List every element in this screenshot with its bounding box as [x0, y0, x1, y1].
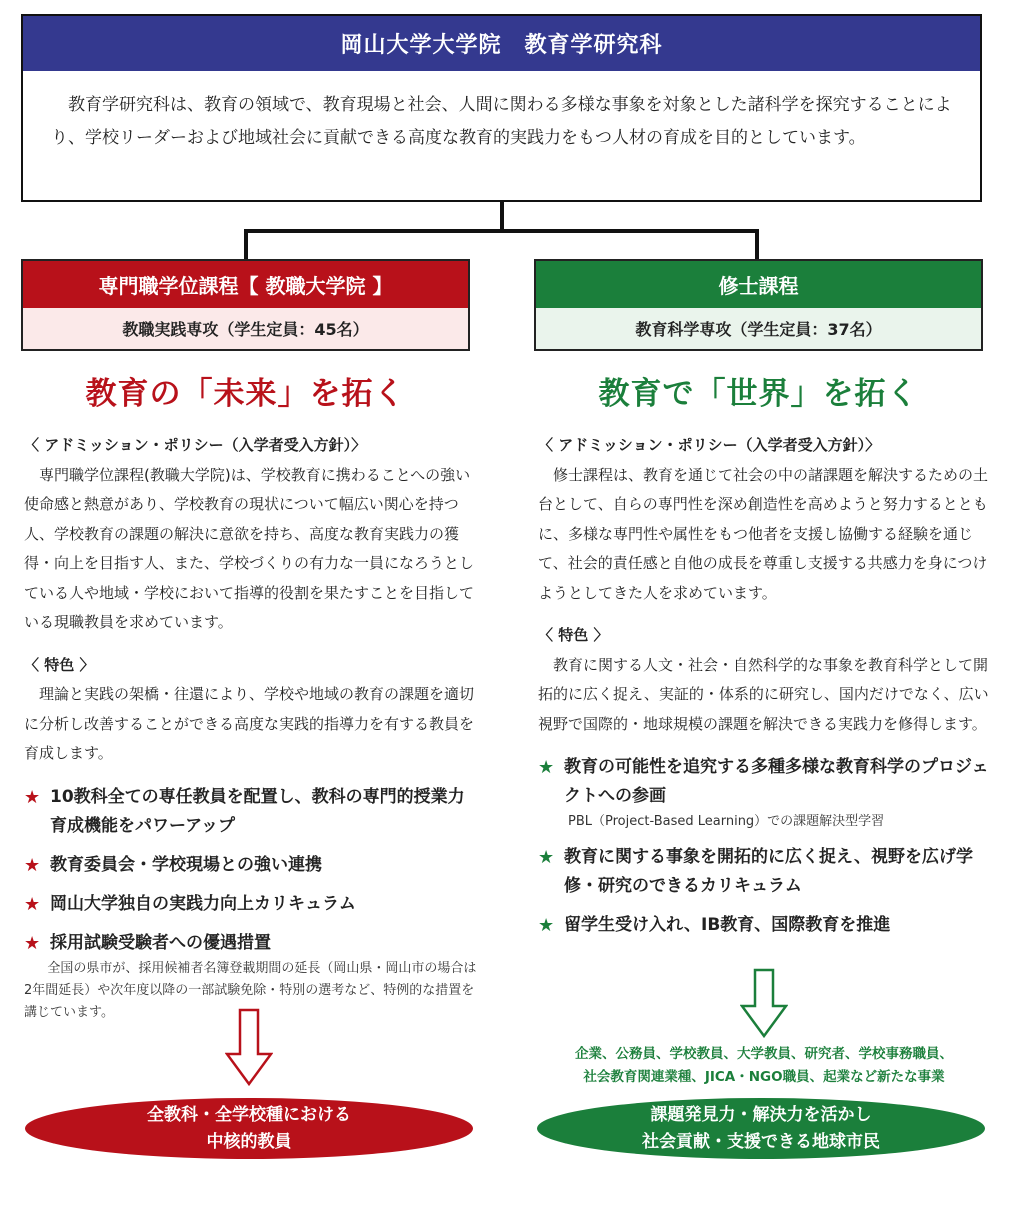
left-point-3-text: 岡山大学独自の実践力向上カリキュラム — [50, 893, 356, 914]
left-point-4-text: 採用試験受験者への優遇措置 — [50, 932, 271, 953]
connector-stem — [500, 202, 504, 232]
right-outcome-oval — [537, 1098, 985, 1159]
masters-program-major: 教育科学専攻（学生定員：37名） — [536, 308, 981, 349]
right-point-2 — [538, 843, 993, 901]
right-down-arrow-icon — [740, 968, 788, 1038]
professional-degree-program-title: 専門職学位課程【 教職大学院 】 — [23, 261, 468, 308]
right-point-1-note: PBL（Project-Based Learning）での課題解決型学習 — [568, 814, 885, 829]
left-admission-heading: 〈 アドミッション・ポリシー（入学者受入方針）〉 — [24, 436, 367, 454]
left-point-4 — [24, 929, 479, 958]
right-point-3-text: 留学生受け入れ、IB教育、国際教育を推進 — [564, 915, 891, 935]
masters-program-details — [538, 431, 993, 940]
right-point-1-text: 教育の可能性を追究する多種多様な教育科学のプロジェクトへの参画 — [564, 757, 989, 806]
right-point-1 — [538, 753, 993, 811]
left-point-2 — [24, 851, 479, 880]
left-outcome-oval — [25, 1098, 473, 1159]
star-icon: ★ — [538, 757, 555, 778]
right-point-2-text: 教育に関する事象を開拓的に広く捉え、視野を広げ学修・研究のできるカリキュラム — [564, 847, 974, 896]
graduate-school-description: 教育学研究科は、教育の領域で、教育現場と社会、人間に関わる多様な事象を対象とした諸科学を探究することにより、学校リーダーおよび地域社会に貢献できる高度な教育的実践力をもつ人材の育成を目的としています。 — [51, 95, 952, 148]
right-feature-heading: 〈 特色 〉 — [538, 626, 609, 644]
left-slogan: 教育の「未来」を拓く — [85, 376, 406, 412]
professional-program-details — [24, 431, 479, 1024]
masters-program-title: 修士課程 — [536, 261, 981, 308]
left-point-4-note: 全国の県市が、採用候補者名簿登載期間の延長（岡山県・岡山市の場合は2年間延長）や次年度以降の一部試験免除・特別の選考など、特例的な措置を講じています。 — [24, 960, 477, 1020]
professional-degree-program-box — [21, 259, 470, 351]
career-paths-line-2: 社会教育関連業種、JICA・NGO職員、起業など新たな事業 — [583, 1069, 945, 1085]
right-point-3 — [538, 911, 993, 940]
connector-left-drop — [244, 229, 248, 260]
left-point-1 — [24, 783, 479, 841]
star-icon: ★ — [538, 847, 555, 868]
professional-degree-program-major: 教職実践専攻（学生定員：45名） — [23, 308, 468, 349]
left-point-3 — [24, 890, 479, 919]
right-admission-text: 修士課程は、教育を通じて社会の中の諸課題を解決するための土台として、自らの専門性を深め創造性を高めようと努力するとともに、多様な専門性や属性をもつ他者を支援し協働する経験を通じて、社会的責任感と自他の成長を尊重し支援する共感力を身につけようとしてきた人を求めています。 — [538, 465, 989, 602]
star-icon: ★ — [24, 932, 41, 954]
star-icon: ★ — [24, 786, 41, 808]
left-admission-text: 専門職学位課程(教職大学院)は、学校教育に携わることへの強い使命感と熱意があり、学校教育の現状について幅広い関心を持つ人、学校教育の課題の解決に意欲を持ち、高度な教育実践力の獲得・向上を目指す人、また、学校づくりの有力な一員になろうとしている人や地域・学校において指導的役割を果たすことを目指している現職教員を求めています。 — [24, 465, 475, 631]
career-paths — [534, 1043, 994, 1089]
right-outcome-line-2: 社会貢献・支援できる地球市民 — [642, 1131, 880, 1152]
graduate-school-title: 岡山大学大学院 教育学研究科 — [23, 16, 980, 71]
graduate-school-box — [21, 14, 982, 202]
left-outcome-line-1: 全教科・全学校種における — [147, 1104, 351, 1125]
left-outcome-line-2: 中核的教員 — [206, 1131, 292, 1152]
career-paths-line-1: 企業、公務員、学校教員、大学教員、研究者、学校事務職員、 — [575, 1046, 953, 1062]
left-feature-text: 理論と実践の架橋・往還により、学校や地域の教育の課題を適切に分析し改善することができる高度な実践的指導力を有する教員を育成します。 — [24, 685, 475, 762]
star-icon: ★ — [24, 893, 41, 915]
connector-right-drop — [755, 229, 759, 260]
star-icon: ★ — [24, 854, 41, 876]
right-feature-text: 教育に関する人文・社会・自然科学的な事象を教育科学として開拓的に広く捉え、実証的・体系的に研究し、国内だけでなく、広い視野で国際的・地球規模の課題を解決できる実践力を修得します。 — [538, 655, 989, 733]
left-point-1-text: 10教科全ての専任教員を配置し、教科の専門的授業力育成機能をパワーアップ — [50, 786, 465, 836]
masters-program-box — [534, 259, 983, 351]
star-icon: ★ — [538, 915, 555, 936]
connector-bar — [244, 229, 759, 233]
right-slogan: 教育で「世界」を拓く — [598, 376, 919, 412]
right-outcome-line-1: 課題発見力・解決力を活かし — [650, 1104, 872, 1125]
right-admission-heading: 〈 アドミッション・ポリシー（入学者受入方針）〉 — [538, 436, 881, 454]
left-feature-heading: 〈 特色 〉 — [24, 655, 95, 674]
left-down-arrow-icon — [225, 1008, 273, 1086]
left-point-2-text: 教育委員会・学校現場との強い連携 — [50, 854, 322, 875]
